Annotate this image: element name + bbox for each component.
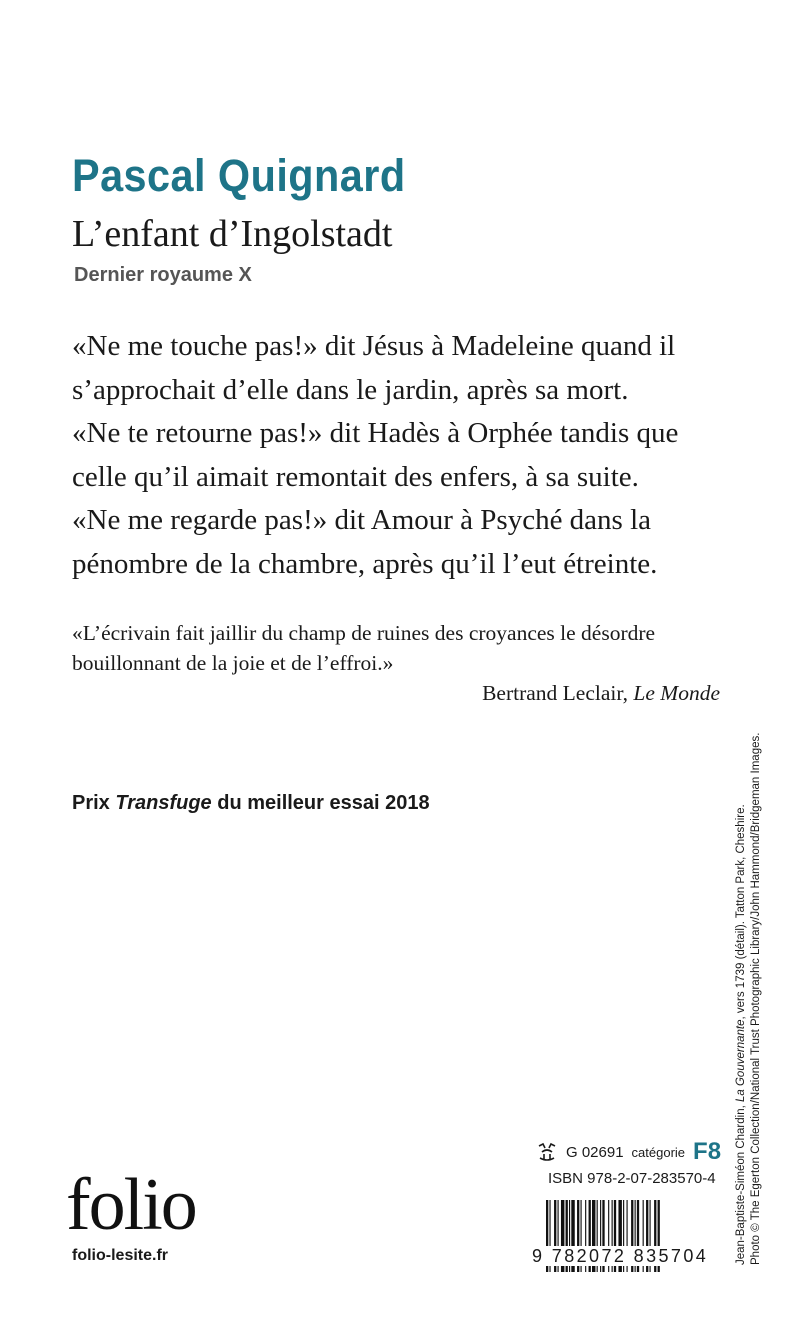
blurb-line: celle qu’il aimait remontait des enfers, à sa suite. bbox=[72, 460, 639, 493]
quote-line: bouillonnant de la joie et de l’effroi.» bbox=[72, 651, 394, 675]
prize-suffix: du meilleur essai 2018 bbox=[211, 792, 430, 814]
blurb-line: «Ne me regarde pas!» dit Amour à Psyché dans la bbox=[72, 504, 652, 536]
category-label: catégorie bbox=[631, 1144, 686, 1160]
quote-source: Le Monde bbox=[633, 681, 720, 705]
back-cover-blurb bbox=[72, 325, 732, 586]
credit-line-1 bbox=[734, 685, 749, 1265]
credit-line-2: Photo © The Egerton Collection/National Trust Photographic Library/John Hammond/Bridgeman Images. bbox=[750, 732, 762, 1265]
barcode-digits bbox=[532, 1246, 722, 1267]
credit-artist: Jean-Baptiste-Siméon Chardin, bbox=[735, 1102, 747, 1265]
prize-prefix: Prix bbox=[72, 792, 116, 814]
prize-line bbox=[72, 792, 430, 815]
book-subtitle: Dernier royaume X bbox=[74, 264, 252, 286]
credit-details: , vers 1739 (détail). Tatton Park, Cheshire. bbox=[735, 804, 747, 1020]
prize-name: Transfuge bbox=[115, 792, 212, 814]
barcode-number: 9 782072 835704 bbox=[532, 1246, 709, 1266]
credit-artwork: La Gouvernante bbox=[735, 1019, 747, 1102]
gallimard-mark-icon bbox=[536, 1142, 558, 1162]
quote-attribution bbox=[482, 681, 720, 706]
book-title: L’enfant d’Ingolstadt bbox=[72, 213, 393, 255]
folio-logo: folio bbox=[66, 1164, 196, 1246]
category-code: F8 bbox=[693, 1138, 722, 1165]
blurb-line: «Ne me touche pas!» dit Jésus à Madeleine quand il bbox=[72, 330, 676, 362]
isbn: ISBN 978-2-07-283570-4 bbox=[548, 1170, 716, 1187]
publisher-website: folio-lesite.fr bbox=[72, 1247, 169, 1264]
blurb-line: «Ne te retourne pas!» dit Hadès à Orphée tandis que bbox=[72, 417, 679, 449]
author-name: Pascal Quignard bbox=[72, 150, 406, 201]
quote-line: «L’écrivain fait jaillir du champ de ruines des croyances le désordre bbox=[72, 621, 656, 645]
catalog-code: G 02691 bbox=[566, 1143, 624, 1161]
catalog-line bbox=[536, 1138, 721, 1166]
blurb-line: pénombre de la chambre, après qu’il l’eut étreinte. bbox=[72, 547, 658, 580]
cover-photo-credit bbox=[734, 685, 764, 1265]
press-quote bbox=[72, 618, 732, 678]
blurb-line: s’approchait d’elle dans le jardin, après sa mort. bbox=[72, 373, 629, 406]
quote-author: Bertrand Leclair, bbox=[482, 681, 629, 705]
